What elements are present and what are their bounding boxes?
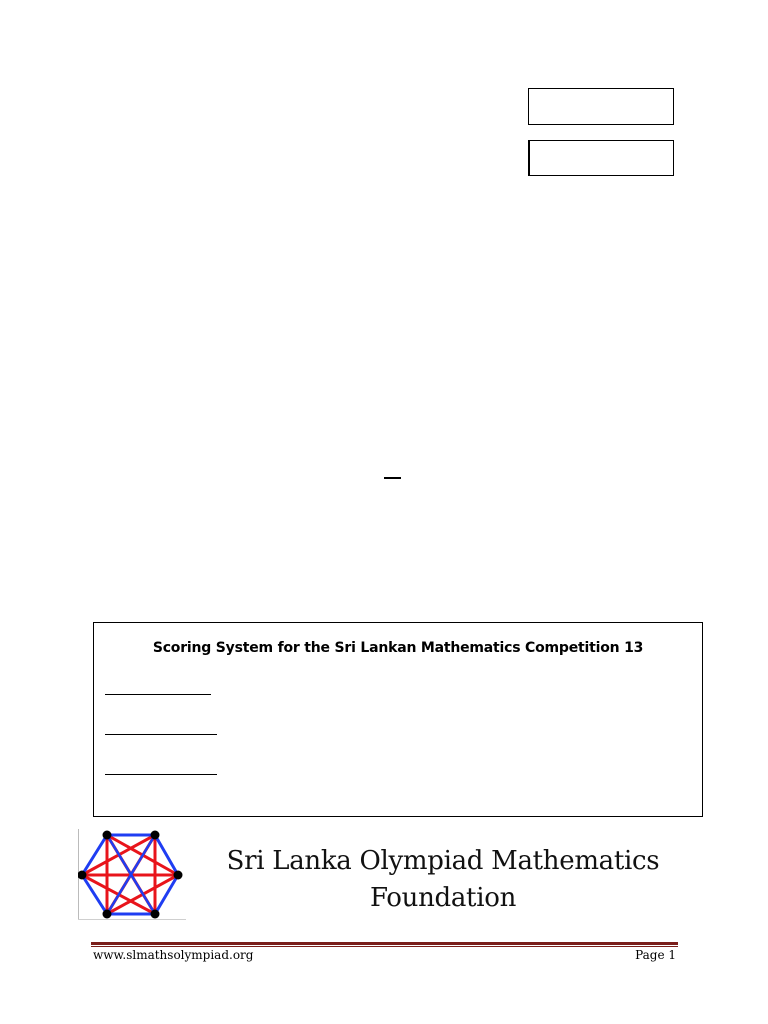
foundation-name: [200, 843, 686, 917]
scoring-system-title: Scoring System for the Sri Lankan Mathematics Competition 13: [152, 640, 644, 656]
id-entry-box-2: [528, 140, 674, 176]
blank-answer-line-2: [105, 734, 217, 735]
foundation-name-line-1: Sri Lanka Olympiad Mathematics: [226, 846, 660, 876]
blank-answer-line-1: [105, 694, 211, 695]
footer-website-url: www.slmathsolympiad.org: [93, 948, 254, 962]
dash-mark: [384, 477, 401, 479]
footer-rule-thin: [91, 946, 678, 947]
footer-page-number: Page 1: [635, 948, 676, 962]
hexagon-complete-graph-logo-icon: [78, 829, 186, 921]
footer-rule-thick: [91, 942, 678, 945]
id-entry-box-1: [528, 88, 674, 125]
scoring-system-box: [93, 622, 703, 817]
foundation-name-line-2: Foundation: [369, 883, 517, 913]
blank-answer-line-3: [105, 774, 217, 775]
